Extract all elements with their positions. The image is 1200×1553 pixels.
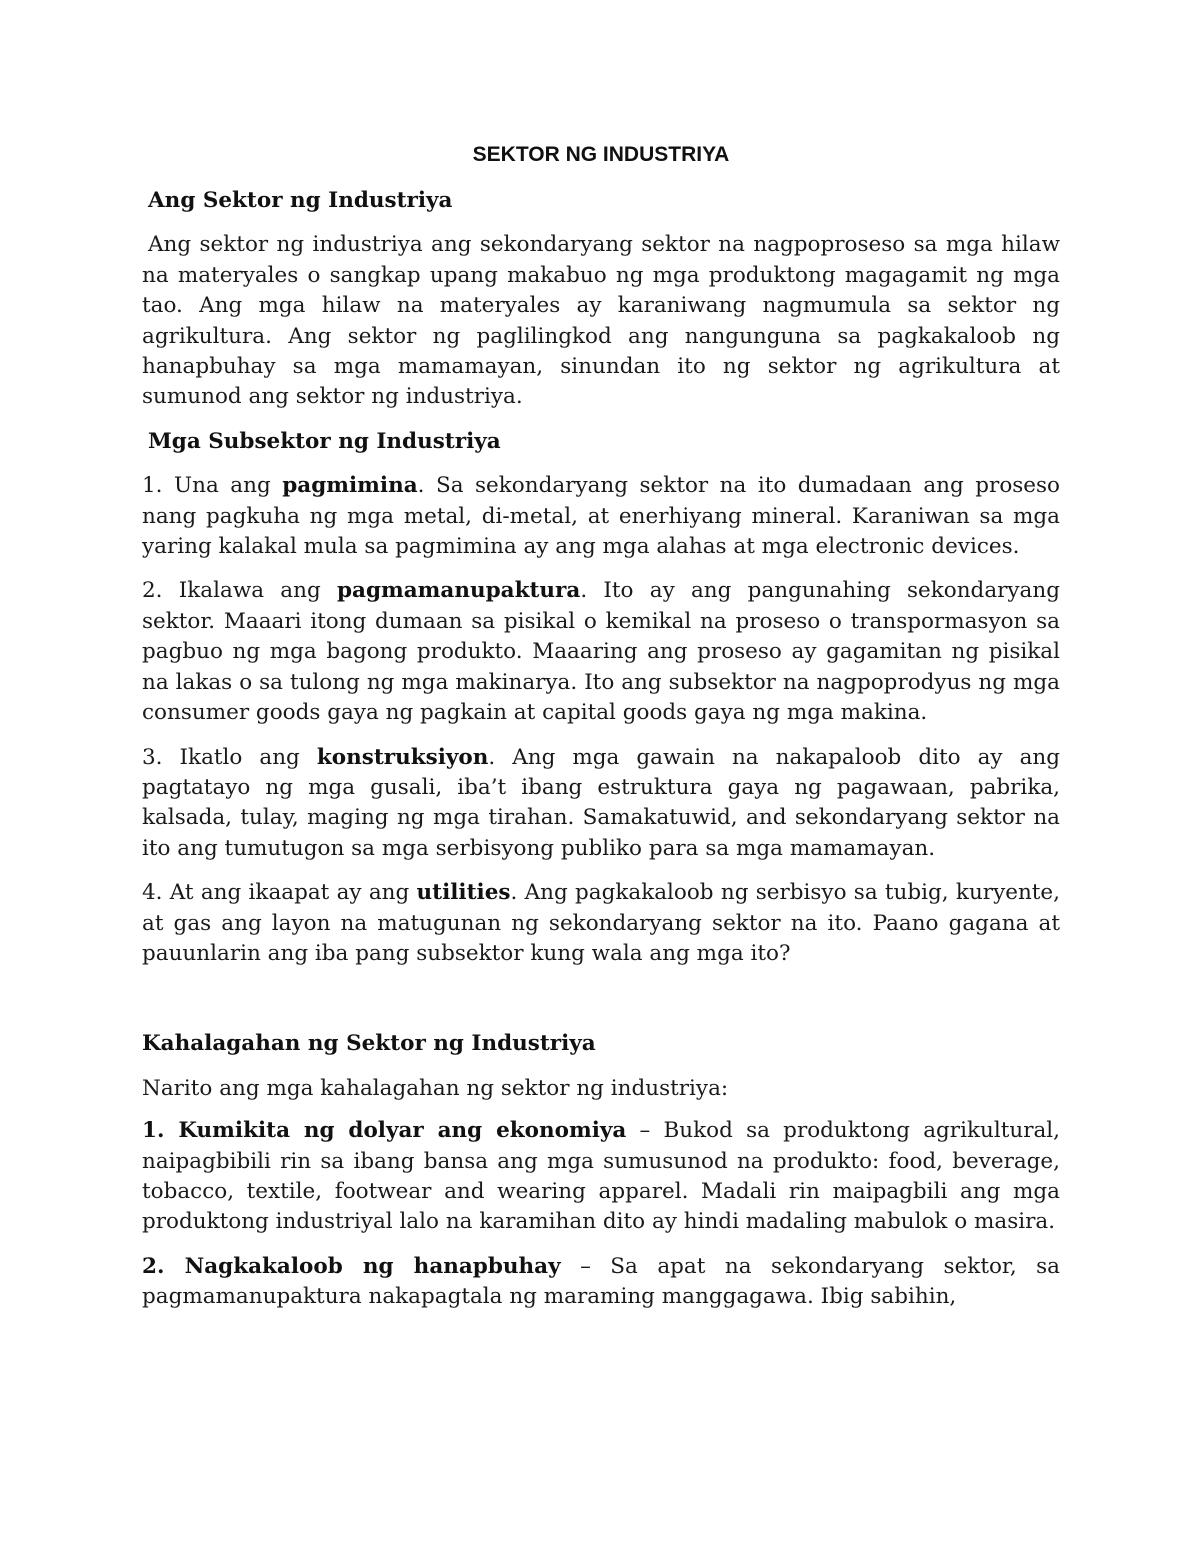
item-term: konstruksiyon [316,744,489,770]
subsektor-item-1 [142,471,1060,562]
item-term: utilities [416,880,511,906]
section-heading-ang-sektor: Ang Sektor ng Industriya [148,188,453,213]
section-heading-subsektor: Mga Subsektor ng Industriya [148,428,501,454]
item-prefix: 4. At ang ikaapat ay ang [142,880,417,906]
item-text: . Ito ay ang pangunahing sekondaryang sektor. Maaari itong dumaan sa pisikal o kemikal na proseso o transpormasyon sa pagbuo ng mga bagong produkto. Maaaring ang proseso ay gagamitan ng pisikal na lakas o sa tulong ng mga makinarya. Ito ang subsektor na nagpoprodyus ng mga consumer goods gaya ng pagkain at capital goods gaya ng mga makina. [142,578,1060,726]
section-spacer [142,983,1060,1029]
item-text: – Sa apat na sekondaryang sektor, sa pagmamanupaktura nakapagtala ng maraming manggagawa. Ibig sabihin, [142,1253,1060,1310]
item-term: pagmamanupaktura [337,578,581,604]
item-prefix: 3. Ikatlo ang [142,744,317,770]
section-intro-kahalagahan: Narito ang mga kahalagahan ng sektor ng industriya: [142,1075,729,1101]
subsektor-item-4 [142,878,1060,969]
item-term: 1. Kumikita ng dolyar ang ekonomiya [142,1118,627,1144]
item-text: . Ang mga gawain na nakapaloob dito ay ang pagtatayo ng mga gusali, iba’t ibang estruktura gaya ng pagawaan, pabrika, kalsada, tulay, maging ng mga tirahan. Samakatuwid, and sekondaryang sektor na ito ang tumutugon sa mga serbisyong publiko para sa mga mamamayan. [142,744,1060,861]
item-text: – Bukod sa produktong agrikultural, naipagbibili rin sa ibang bansa ang mga sumusunod na produkto: food, beverage, tobacco, textile, footwear and wearing apparel. Madali rin maipagbili ang mga produktong industriyal lalo na karamihan dito ay hindi madaling mabulok o masira. [142,1118,1060,1235]
item-prefix: 2. Ikalawa ang [142,578,337,604]
document-title: SEKTOR NG INDUSTRIYA [472,143,730,166]
kahalagahan-item-2 [142,1252,1060,1313]
kahalagahan-item-1 [142,1116,1060,1238]
item-text: . Sa sekondaryang sektor na ito dumadaan ang proseso nang pagkuha ng mga metal, di-metal, at enerhiyang mineral. Karaniwan sa mga yaring kalakal mula sa pagmimina ay ang mga alahas at mga electronic devices. [142,473,1061,560]
item-text: . Ang pagkakaloob ng serbisyo sa tubig, kuryente, at gas ang layon na matugunan ng sekondaryang sektor na ito. Paano gagana at pauunlarin ang iba pang subsektor kung wala ang mga ito? [142,880,1060,966]
item-term: 2. Nagkakaloob ng hanapbuhay [142,1253,561,1279]
subsektor-item-2 [142,576,1060,728]
item-prefix: 1. Una ang [142,473,283,499]
subsektor-item-3 [142,743,1060,865]
section-paragraph-intro: Ang sektor ng industriya ang sekondaryang sektor na nagpoproseso sa mga hilaw na materyales o sangkap upang makabuo ng mga produktong magagamit ng mga tao. Ang mga hilaw na materyales ay karaniwang nagmumula sa sektor ng agrikultura. Ang sektor ng paglilingkod ang nangunguna sa pagkakaloob ng hanapbuhay sa mga mamamayan, sinundan ito ng sektor ng agrikultura at sumunod ang sektor ng industriya. [142,232,1060,410]
document-body [142,140,1060,1327]
item-term: pagmimina [282,473,418,499]
section-heading-kahalagahan: Kahalagahan ng Sektor ng Industriya [142,1031,596,1057]
